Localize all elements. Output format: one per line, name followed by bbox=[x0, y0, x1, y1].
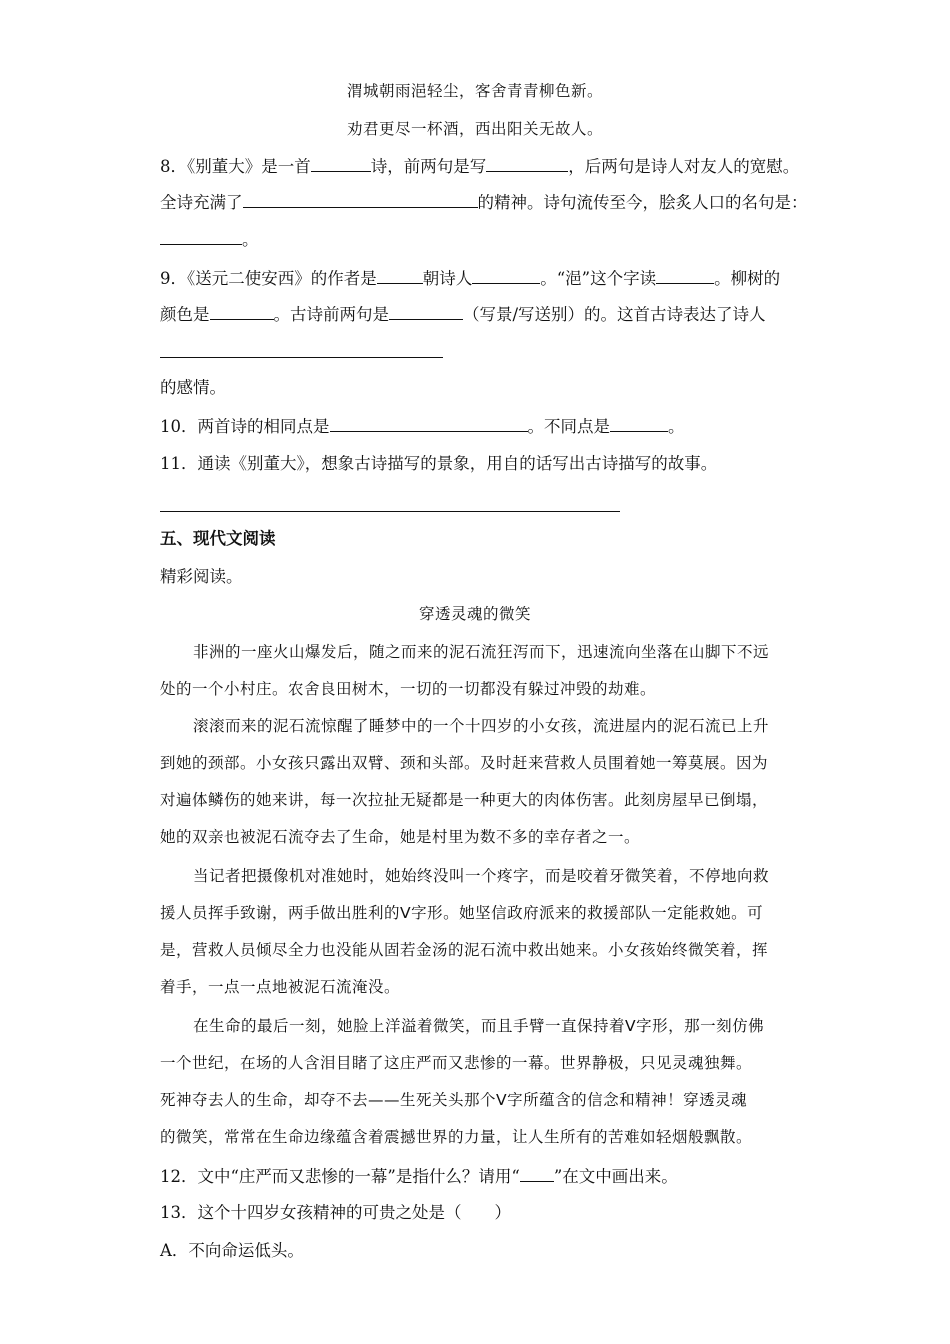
article-line: 的微笑，常常在生命边缘蕴含着震撼世界的力量，让人生所有的苦难如轻烟般飘散。 bbox=[160, 1128, 753, 1146]
answer-blank[interactable] bbox=[472, 267, 540, 284]
article-line: 到她的颈部。小女孩只露出双臂、颈和头部。及时赶来营救人员围着她一筹莫展。因为 bbox=[160, 754, 769, 772]
article-line: 援人员挥手致谢，两手做出胜利的Ⅴ字形。她坚信政府派来的救援部队一定能救她。可 bbox=[160, 904, 764, 922]
underline-sample bbox=[520, 1165, 554, 1182]
article-line: 滚滚而来的泥石流惊醒了睡梦中的一个十四岁的小女孩，流进屋内的泥石流已上升 bbox=[193, 717, 770, 735]
answer-blank[interactable] bbox=[389, 303, 463, 320]
q12-text-b: ”在文中画出来。 bbox=[553, 1167, 678, 1186]
q10-text-a: 10．两首诗的相同点是 bbox=[160, 417, 330, 436]
question-9-line-3: 的感情。 bbox=[160, 378, 226, 397]
question-13: 13．这个十四岁女孩精神的可贵之处是（ ） bbox=[160, 1203, 511, 1222]
q12-text-a: 12．文中“庄严而又悲惨的一幕”是指什么？请用“ bbox=[160, 1167, 520, 1186]
q8-text-c: ，后两句是诗人对友人的宽慰。 bbox=[568, 157, 800, 176]
q8-text-d: 全诗充满了 bbox=[160, 193, 243, 212]
article-title: 穿透灵魂的微笑 bbox=[418, 605, 531, 623]
answer-blank[interactable] bbox=[311, 155, 371, 172]
q9-text-c: 。“浥”这个字读 bbox=[540, 269, 657, 288]
q8-text-a: 8．《别董大》是一首 bbox=[160, 157, 311, 176]
answer-blank[interactable] bbox=[330, 415, 528, 432]
article-line: 当记者把摄像机对准她时，她始终没叫一个疼字，而是咬着牙微笑着，不停地向救 bbox=[193, 867, 770, 885]
article-line: 对遍体鳞伤的她来讲，每一次拉扯无疑都是一种更大的肉体伤害。此刻房屋早已倒塌， bbox=[160, 791, 769, 809]
q8-text-f: 。 bbox=[242, 230, 259, 249]
article-line: 着手，一点一点地被泥石流淹没。 bbox=[160, 978, 401, 996]
article-line: 她的双亲也被泥石流夺去了生命，她是村里为数不多的幸存者之一。 bbox=[160, 828, 641, 846]
answer-blank[interactable] bbox=[243, 191, 478, 208]
section-title: 五、现代文阅读 bbox=[160, 529, 276, 548]
article-line: 处的一个小村庄。农舍良田树木，一切的一切都没有躲过冲毁的劫难。 bbox=[160, 680, 657, 698]
article-line: 在生命的最后一刻，她脸上洋溢着微笑，而且手臂一直保持着Ⅴ字形，那一刻仿佛 bbox=[193, 1017, 765, 1035]
question-8-line-3 bbox=[160, 228, 259, 251]
q9-text-f: 。古诗前两句是 bbox=[273, 305, 389, 324]
q8-text-b: 诗，前两句是写 bbox=[370, 157, 487, 176]
q9-text-e: 颜色是 bbox=[160, 305, 210, 324]
question-9-line-1 bbox=[160, 267, 780, 290]
answer-blank[interactable] bbox=[210, 303, 274, 320]
q9-text-d: 。柳树的 bbox=[714, 269, 781, 288]
poem-line-1: 渭城朝雨浥轻尘，客舍青青柳色新。 bbox=[346, 82, 603, 100]
answer-blank[interactable] bbox=[160, 228, 242, 245]
article-line: 一个世纪，在场的人含泪目睹了这庄严而又悲惨的一幕。世界静极，只见灵魂独舞。 bbox=[160, 1054, 753, 1072]
question-10 bbox=[160, 415, 685, 438]
section-intro: 精彩阅读。 bbox=[160, 567, 243, 586]
q10-text-b: 。不同点是 bbox=[527, 417, 610, 436]
question-12 bbox=[160, 1165, 678, 1188]
article-line: 死神夺去人的生命，却夺不去——生死关头那个Ⅴ字所蕴含的信念和精神！穿透灵魂 bbox=[160, 1091, 748, 1109]
q10-text-c: 。 bbox=[668, 417, 685, 436]
article-line: 非洲的一座火山爆发后，随之而来的泥石流狂泻而下，迅速流向坐落在山脚下不远 bbox=[193, 643, 770, 661]
q9-text-g: （写景/写送别）的。这首古诗表达了诗人 bbox=[463, 305, 766, 324]
question-11: 11．通读《别董大》，想象古诗描写的景象，用自的话写出古诗描写的故事。 bbox=[160, 454, 718, 473]
q8-text-e: 的精神。诗句流传至今，脍炙人口的名句是： bbox=[477, 193, 808, 212]
option-a[interactable]: A．不向命运低头。 bbox=[160, 1241, 304, 1260]
answer-blank[interactable] bbox=[610, 415, 668, 432]
question-8-line-2 bbox=[160, 191, 808, 214]
article-line: 是，营救人员倾尽全力也没能从固若金汤的泥石流中救出她来。小女孩始终微笑着，挥 bbox=[160, 941, 769, 959]
q9-text-a: 9．《送元二使安西》的作者是 bbox=[160, 269, 377, 288]
question-9-line-2 bbox=[160, 303, 766, 326]
poem-line-2: 劝君更尽一杯酒，西出阳关无故人。 bbox=[346, 120, 603, 138]
answer-line[interactable] bbox=[160, 511, 620, 512]
answer-blank[interactable] bbox=[656, 267, 714, 284]
answer-blank[interactable] bbox=[486, 155, 568, 172]
answer-line[interactable] bbox=[160, 357, 443, 358]
q9-text-b: 朝诗人 bbox=[422, 269, 473, 288]
answer-blank[interactable] bbox=[377, 267, 423, 284]
question-8-line-1 bbox=[160, 155, 799, 178]
